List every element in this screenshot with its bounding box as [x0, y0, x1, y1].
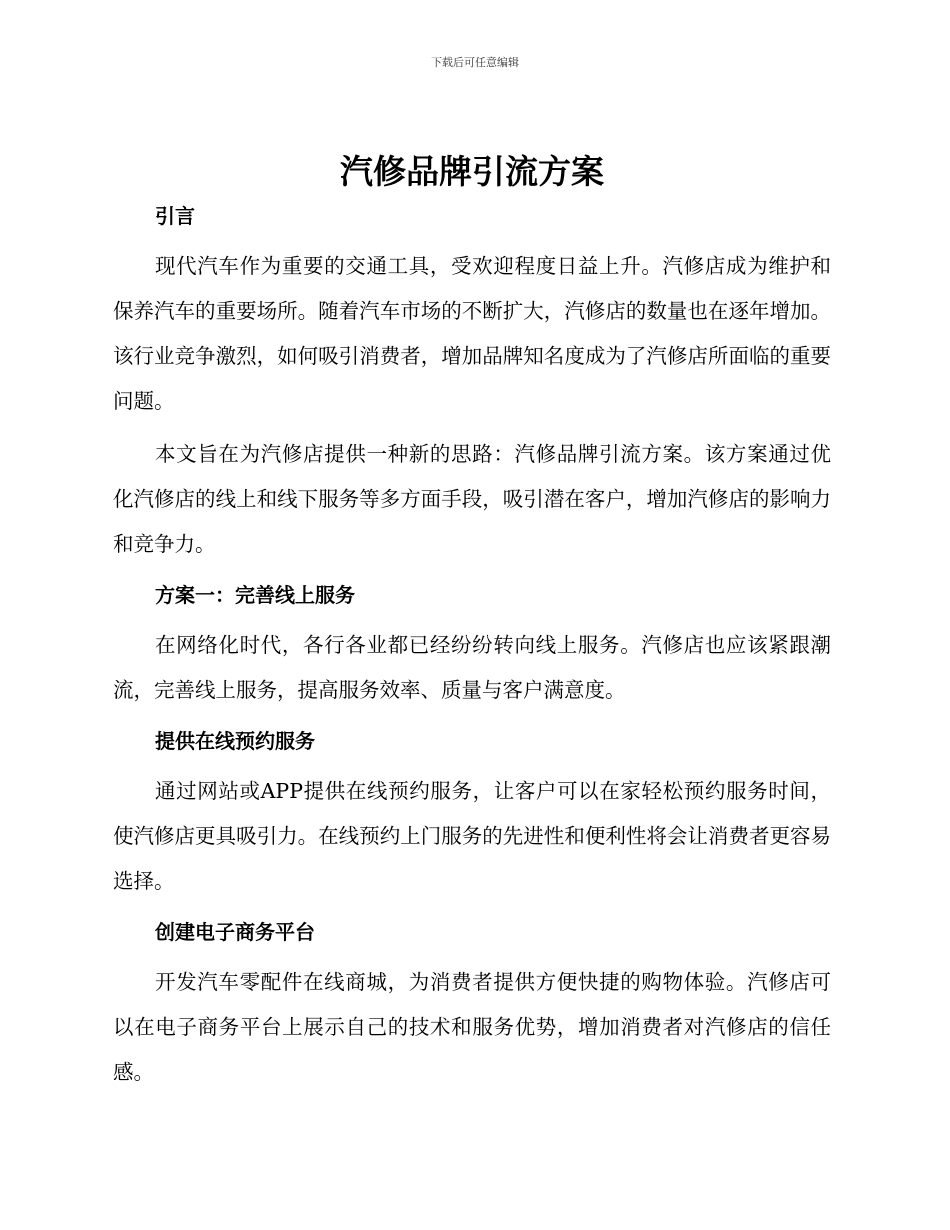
paragraph-online-booking: 通过网站或APP提供在线预约服务，让客户可以在家轻松预约服务时间，使汽修店更具吸引力。在线预约上门服务的先进性和便利性将会让消费者更容易选择。 — [113, 779, 831, 893]
section-heading-ecommerce: 创建电子商务平台 — [155, 920, 315, 944]
paragraph-intro-2: 本文旨在为汽修店提供一种新的思路：汽修品牌引流方案。该方案通过优化汽修店的线上和线下服务等多方面手段，吸引潜在客户，增加汽修店的影响力和竞争力。 — [113, 442, 831, 556]
paragraph-intro-1: 现代汽车作为重要的交通工具，受欢迎程度日益上升。汽修店成为维护和保养汽车的重要场所。随着汽车市场的不断扩大，汽修店的数量也在逐年增加。该行业竞争激烈，如何吸引消费者，增加品牌知名度成为了汽修店所面临的重要问题。 — [113, 254, 831, 413]
document-title: 汽修品牌引流方案 — [340, 152, 604, 191]
section-heading-intro: 引言 — [155, 204, 195, 228]
document-body — [113, 150, 831, 1103]
section-heading-plan-one: 方案一：完善线上服务 — [155, 583, 355, 607]
paragraph-ecommerce: 开发汽车零配件在线商城，为消费者提供方便快捷的购物体验。汽修店可以在电子商务平台上展示自己的技术和服务优势，增加消费者对汽修店的信任感。 — [113, 970, 831, 1084]
section-heading-online-booking: 提供在线预约服务 — [155, 729, 315, 753]
paragraph-plan-one: 在网络化时代，各行各业都已经纷纷转向线上服务。汽修店也应该紧跟潮流，完善线上服务，提高服务效率、质量与客户满意度。 — [113, 633, 831, 702]
page-header-note: 下载后可任意编辑 — [431, 56, 519, 69]
